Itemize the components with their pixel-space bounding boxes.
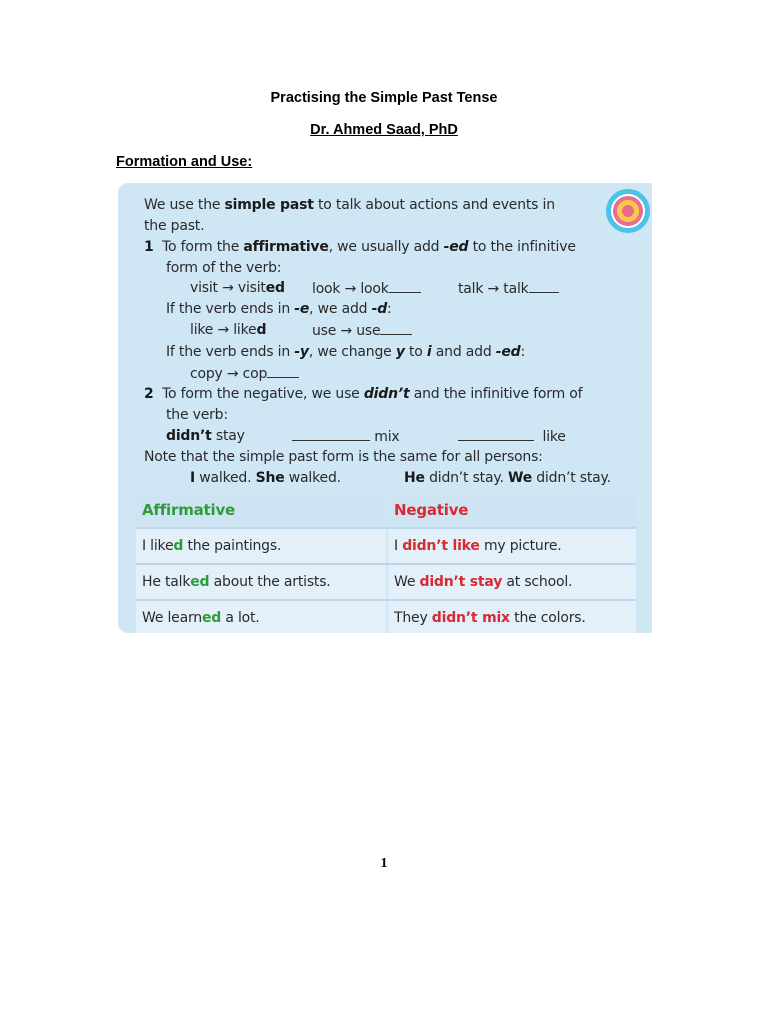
negative-example-stay: didn’t stay: [166, 428, 245, 444]
rule-y: If the verb ends in -y, we change y to i and add -ed:: [166, 344, 526, 360]
answer-blank[interactable]: [267, 365, 299, 378]
table-row: [136, 565, 636, 599]
answer-blank[interactable]: [458, 428, 534, 441]
rule-2: 2 To form the negative, we use didn’t and the infinitive form of: [144, 386, 583, 402]
negative-example-like: like: [458, 428, 566, 445]
grammar-box: [118, 183, 652, 633]
affirmative-header: Affirmative: [136, 493, 386, 527]
negative-cell: We didn’t stay at school.: [388, 565, 636, 599]
answer-blank[interactable]: [389, 280, 421, 293]
negative-example-mix: mix: [292, 428, 399, 445]
rule-e: If the verb ends in -e, we add -d:: [166, 301, 392, 317]
affirmative-cell: We learned a lot.: [136, 601, 386, 633]
affirmative-cell: He talked about the artists.: [136, 565, 386, 599]
section-heading: Formation and Use:: [116, 154, 253, 170]
negative-header: Negative: [388, 493, 636, 527]
example-like: like → liked: [190, 322, 267, 338]
note-line: Note that the simple past form is the same for all persons:: [144, 449, 543, 465]
persons-examples: I walked. She walked.: [190, 470, 341, 486]
intro-line-2: the past.: [144, 218, 205, 234]
rule-1-cont: form of the verb:: [166, 260, 282, 276]
rule-2-cont: the verb:: [166, 407, 228, 423]
negative-cell: I didn’t like my picture.: [388, 529, 636, 563]
example-visit: visit → visited: [190, 280, 285, 296]
target-badge-icon: [606, 189, 650, 233]
example-look: look → look: [312, 280, 421, 297]
answer-blank[interactable]: [292, 428, 370, 441]
table-row: [136, 601, 636, 633]
example-copy: copy → cop: [190, 365, 299, 382]
affirmative-cell: I liked the paintings.: [136, 529, 386, 563]
rule-1: 1 To form the affirmative, we usually add -ed to the infinitive: [144, 239, 576, 255]
example-use: use → use: [312, 322, 412, 339]
document-author: Dr. Ahmed Saad, PhD: [310, 122, 458, 138]
negative-cell: They didn’t mix the colors.: [388, 601, 636, 633]
answer-blank[interactable]: [529, 280, 559, 293]
table-header-row: [136, 493, 636, 527]
table-row: [136, 529, 636, 563]
answer-blank[interactable]: [380, 322, 412, 335]
page-number: 1: [380, 856, 388, 871]
intro-line: We use the simple past to talk about actions and events in: [144, 197, 555, 213]
persons-examples-negative: He didn’t stay. We didn’t stay.: [404, 470, 611, 486]
document-title: Practising the Simple Past Tense: [270, 90, 498, 106]
example-talk: talk → talk: [458, 280, 559, 297]
